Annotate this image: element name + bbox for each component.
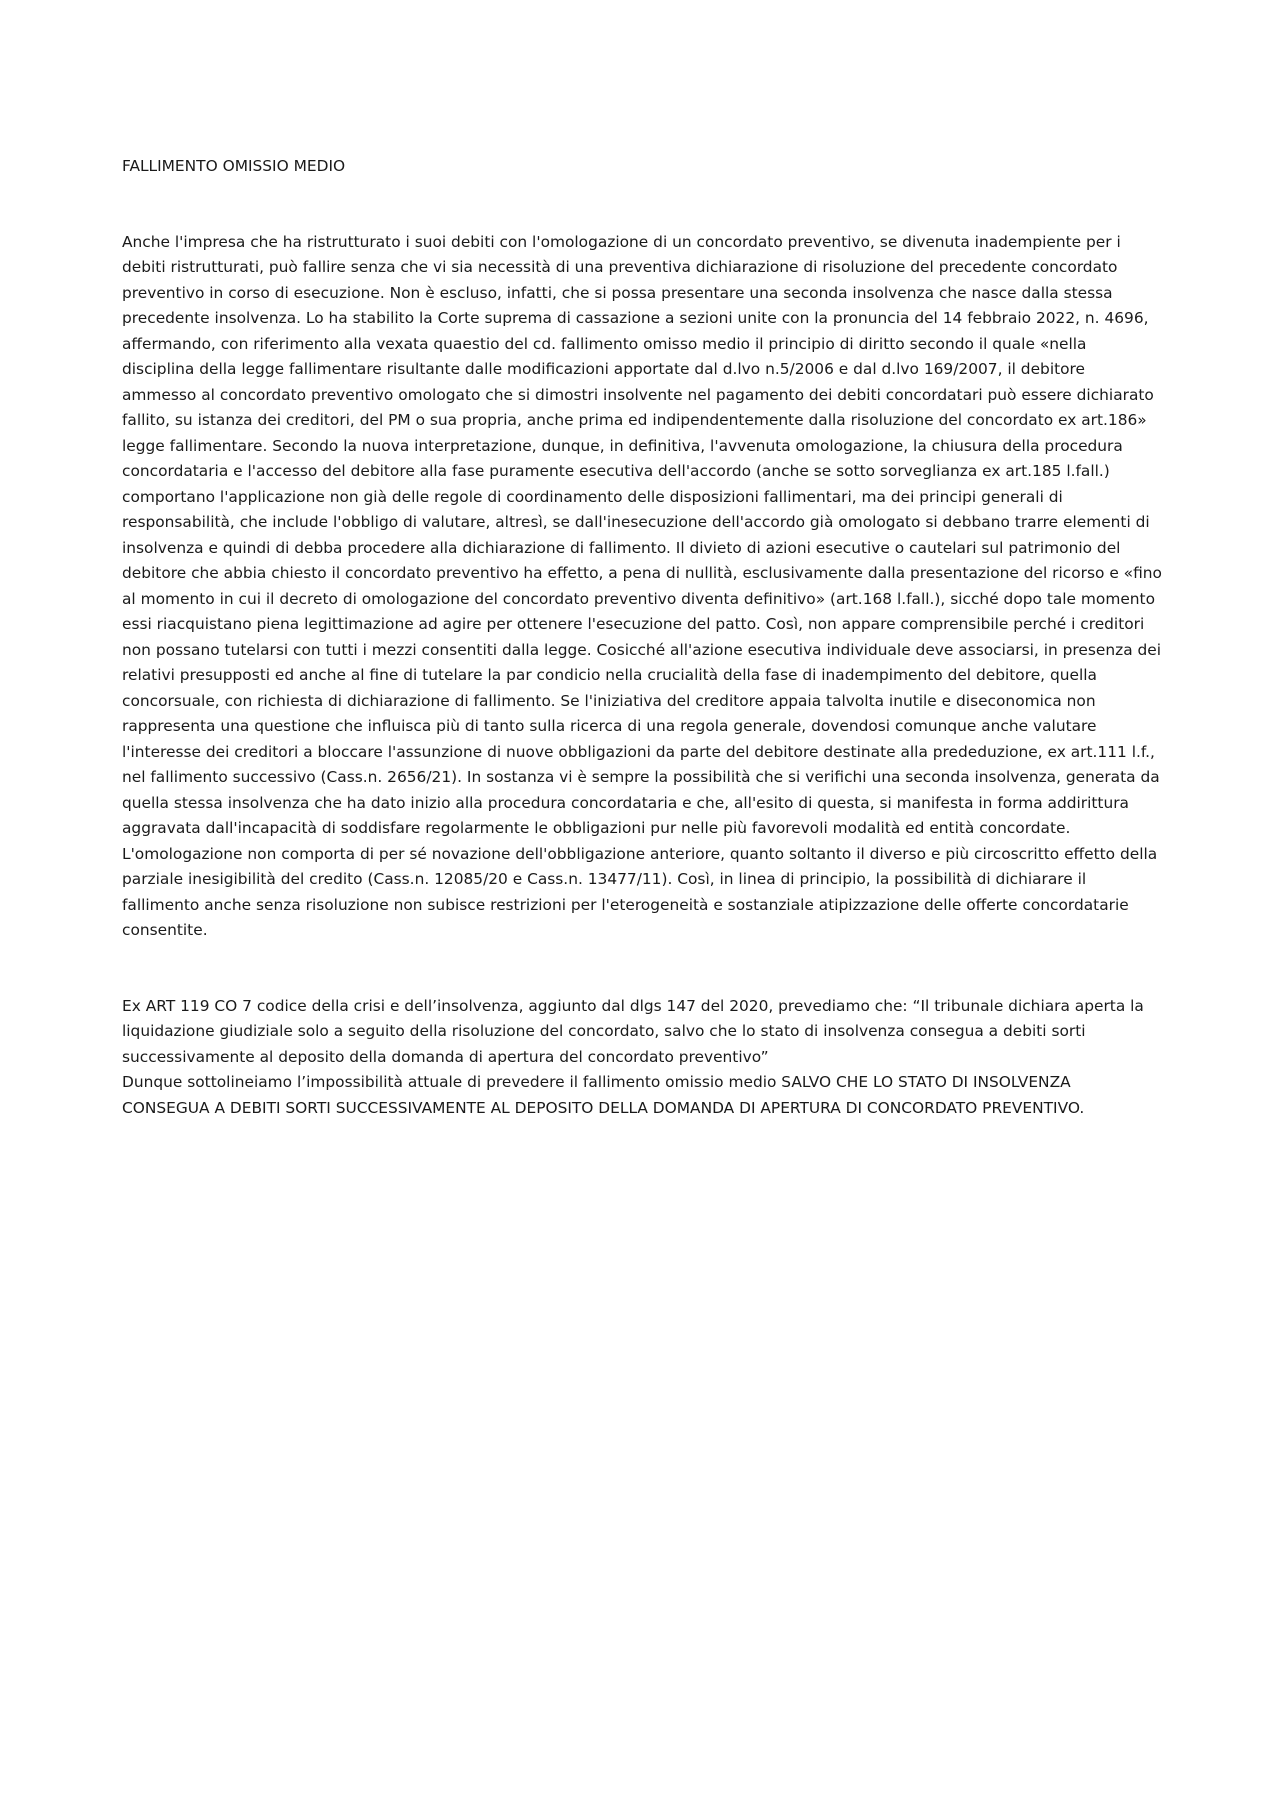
document-title: FALLIMENTO OMISSIO MEDIO xyxy=(122,157,346,175)
paragraph-code-quote: Ex ART 119 CO 7 codice della crisi e dell’insolvenza, aggiunto dal dlgs 147 del 2020, prevediamo che: “Il tribunale dichiara aperta la liquidazione giudiziale solo a seguito della risoluzione del concordato, salvo che lo stato di insolvenza consegua a debiti sorti successivamente al deposito della domanda di apertura del concordato preventivo” xyxy=(122,996,1144,1066)
document-body xyxy=(122,154,1162,1121)
paragraph-conclusion: Dunque sottolineiamo l’impossibilità attuale di prevedere il fallimento omissio medio SALVO CHE LO STATO DI INSOLVENZA CONSEGUA A DEBITI SORTI SUCCESSIVAMENTE AL DEPOSITO DELLA DOMANDA DI APERTURA DI CONCORDATO PREVENTIVO. xyxy=(122,1073,1085,1117)
paragraph-code-reference xyxy=(122,994,1162,1122)
paragraph-main: Anche l'impresa che ha ristrutturato i suoi debiti con l'omologazione di un concordato preventivo, se divenuta inadempiente per i debiti ristrutturati, può fallire senza che vi sia necessità di una preventiva dichiarazione di risoluzione del precedente concordato preventivo in corso di esecuzione. Non è escluso, infatti, che si possa presentare una seconda insolvenza che nasce dalla stessa precedente insolvenza. Lo ha stabilito la Corte suprema di cassazione a sezioni unite con la pronuncia del 14 febbraio 2022, n. 4696, affermando, con riferimento alla vexata quaestio del cd. fallimento omisso medio il principio di diritto secondo il quale «nella disciplina della legge fallimentare risultante dalle modificazioni apportate dal d.lvo n.5/2006 e dal d.lvo 169/2007, il debitore ammesso al concordato preventivo omologato che si dimostri insolvente nel pagamento dei debiti concordatari può essere dichiarato fallito, su istanza dei creditori, del PM o sua propria, anche prima ed indipendentemente dalla risoluzione del concordato ex art.186» legge fallimentare. Secondo la nuova interpretazione, dunque, in definitiva, l'avvenuta omologazione, la chiusura della procedura concordataria e l'accesso del debitore alla fase puramente esecutiva dell'accordo (anche se sotto sorveglianza ex art.185 l.fall.) comportano l'applicazione non già delle regole di coordinamento delle disposizioni fallimentari, ma dei principi generali di responsabilità, che include l'obbligo di valutare, altresì, se dall'inesecuzione dell'accordo già omologato si debbano trarre elementi di insolvenza e quindi di debba procedere alla dichiarazione di fallimento. Il divieto di azioni esecutive o cautelari sul patrimonio del debitore che abbia chiesto il concordato preventivo ha effetto, a pena di nullità, esclusivamente dalla presentazione del ricorso e «fino al momento in cui il decreto di omologazione del concordato preventivo diventa definitivo» (art.168 l.fall.), sicché dopo tale momento essi riacquistano piena legittimazione ad agire per ottenere l'esecuzione del patto. Così, non appare comprensibile perché i creditori non possano tutelarsi con tutti i mezzi consentiti dalla legge. Cosicché all'azione esecutiva individuale deve associarsi, in presenza dei relativi presupposti ed anche al fine di tutelare la par condicio nella crucialità della fase di inadempimento del debitore, quella concorsuale, con richiesta di dichiarazione di fallimento. Se l'iniziativa del creditore appaia talvolta inutile e diseconomica non rappresenta una questione che influisca più di tanto sulla ricerca di una regola generale, dovendosi comunque anche valutare l'interesse dei creditori a bloccare l'assunzione di nuove obbligazioni da parte del debitore destinate alla prededuzione, ex art.111 l.f., nel fallimento successivo (Cass.n. 2656/21). In sostanza vi è sempre la possibilità che si verifichi una seconda insolvenza, generata da quella stessa insolvenza che ha dato inizio alla procedura concordataria e che, all'esito di questa, si manifesta in forma addirittura aggravata dall'incapacità di soddisfare regolarmente le obbligazioni pur nelle più favorevoli modalità ed entità concordate. L'omologazione non comporta di per sé novazione dell'obbligazione anteriore, quanto soltanto il diverso e più circoscritto effetto della parziale inesigibilità del credito (Cass.n. 12085/20 e Cass.n. 13477/11). Così, in linea di principio, la possibilità di dichiarare il fallimento anche senza risoluzione non subisce restrizioni per l'eterogeneità e sostanziale atipizzazione delle offerte concordatarie consentite. xyxy=(122,232,1162,939)
